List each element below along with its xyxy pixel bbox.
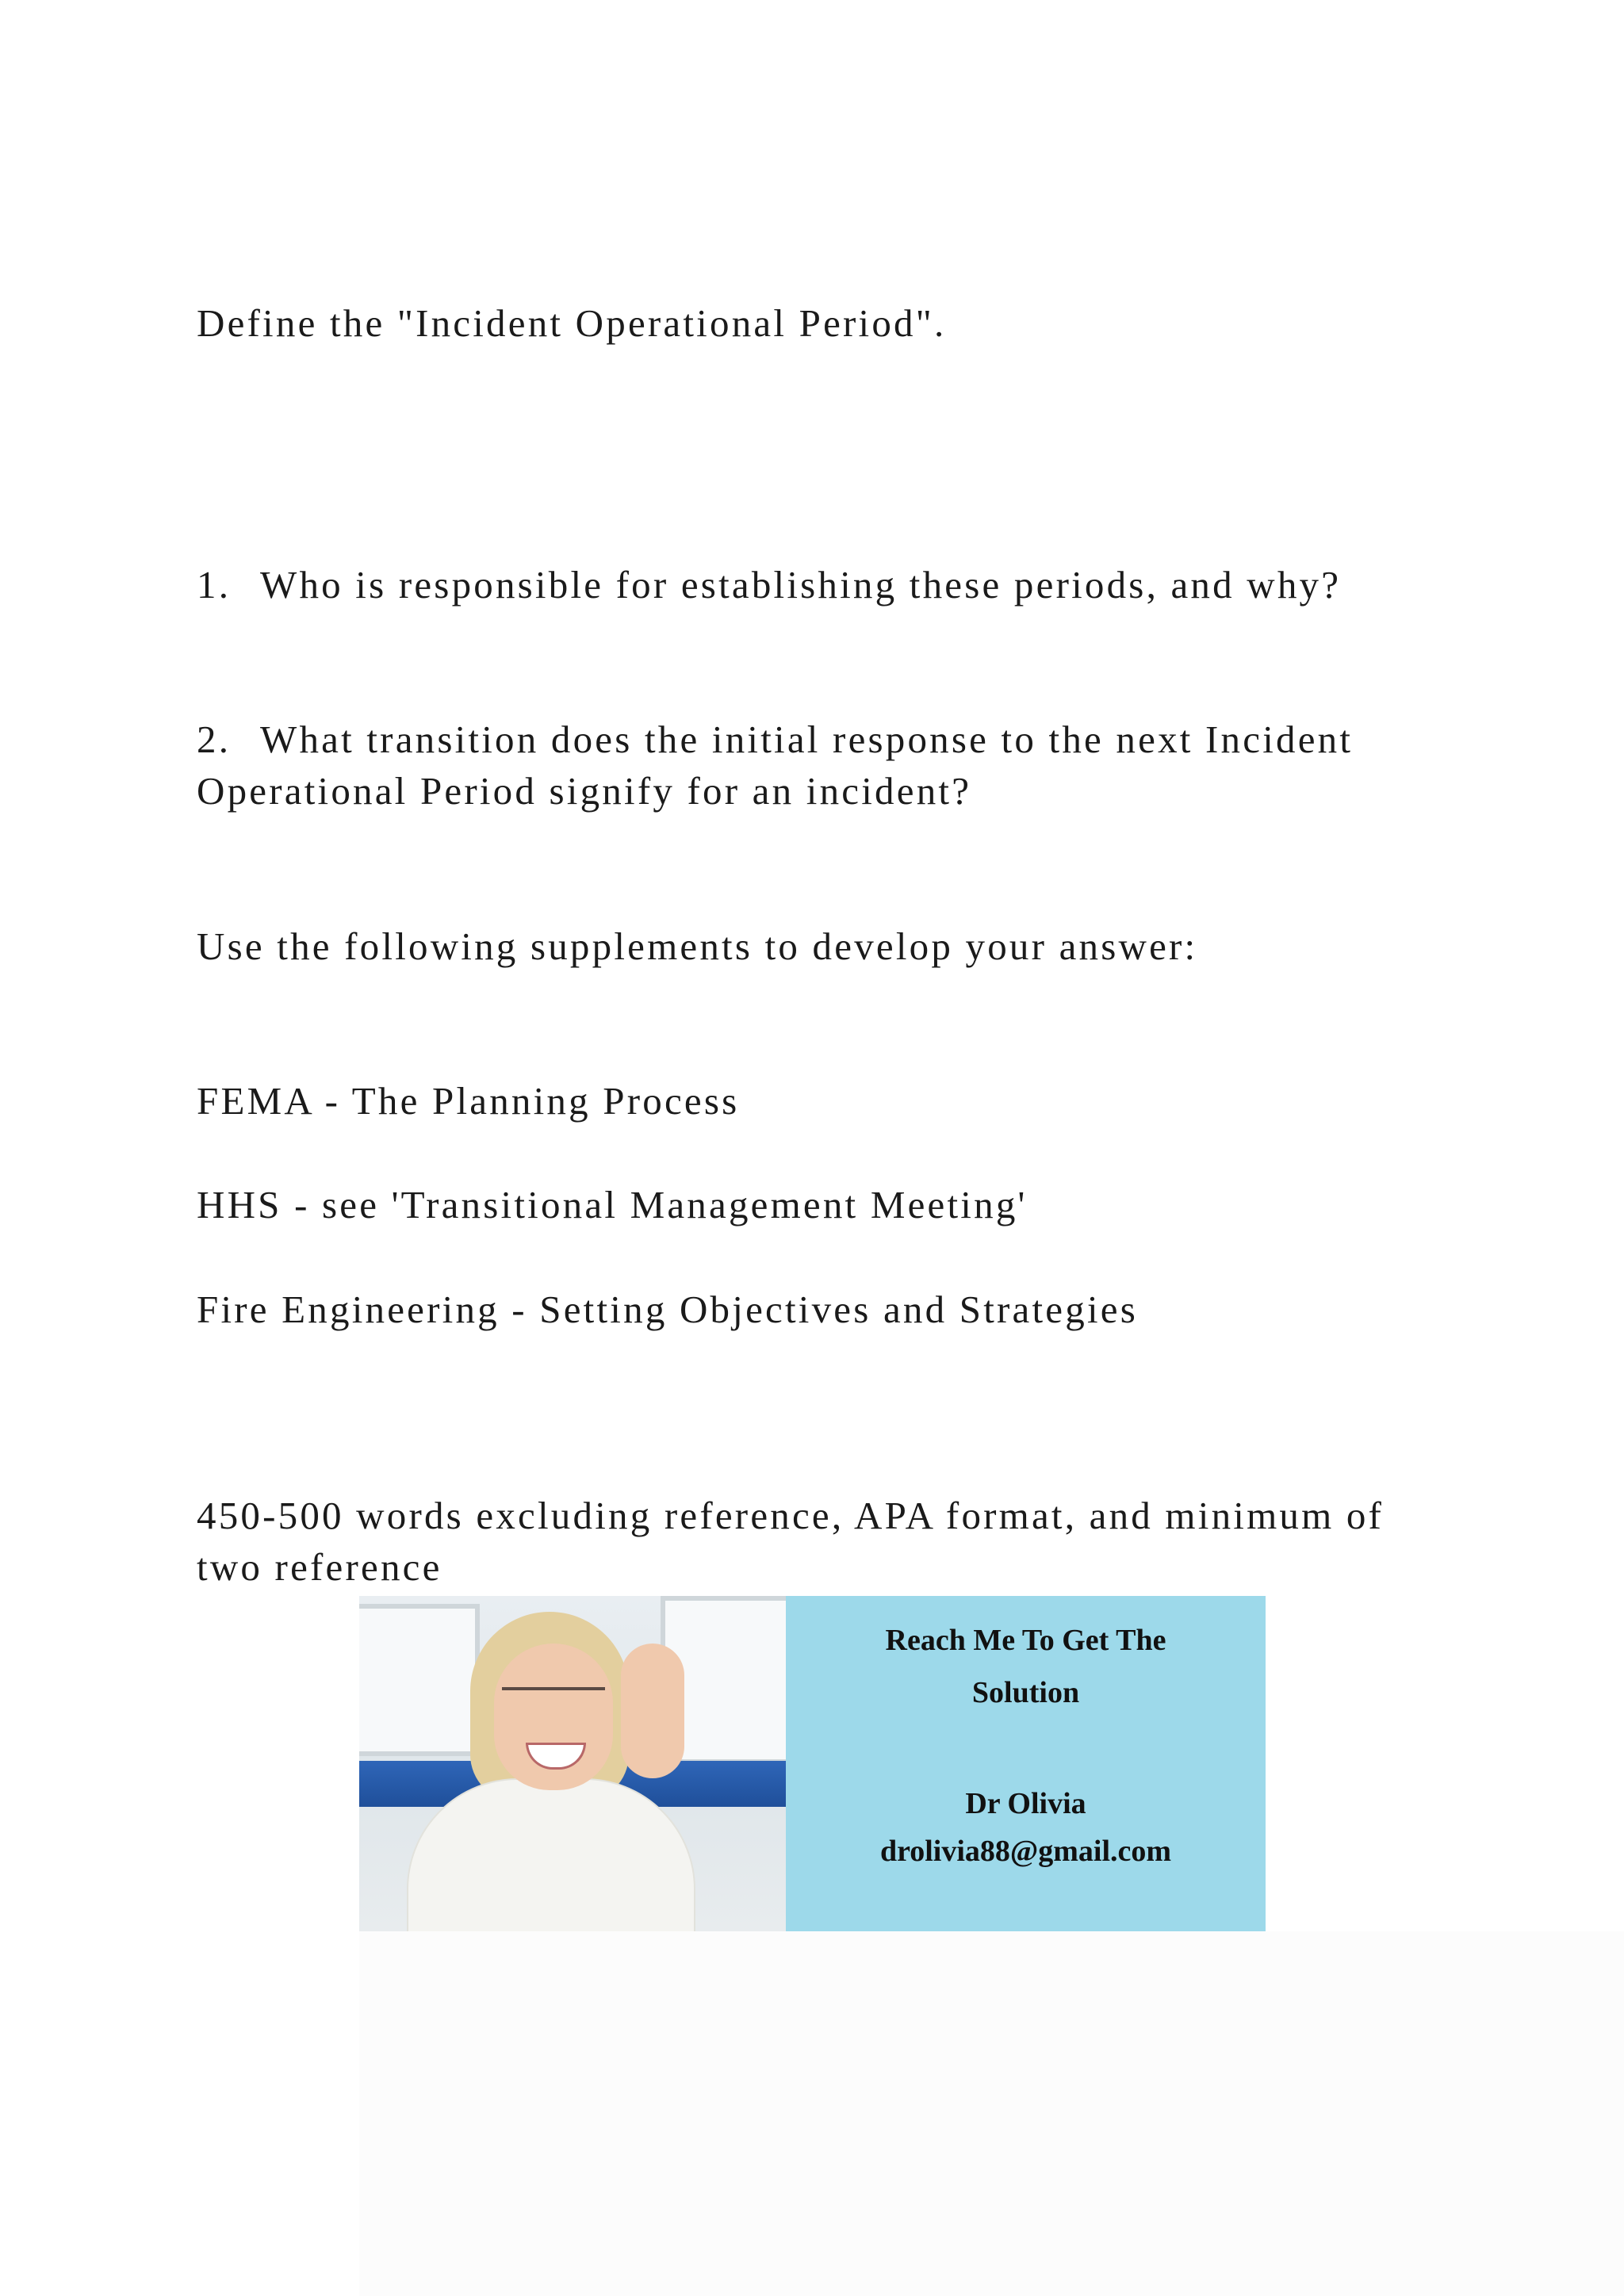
supplement-item: Fire Engineering - Setting Objectives and Strategies [197, 1288, 1138, 1331]
supplement-item: FEMA - The Planning Process [197, 1079, 740, 1123]
question-2-number: 2. [197, 718, 232, 761]
window-pane [359, 1604, 480, 1756]
question-1-text: Who is responsible for establishing these periods, and why? [260, 563, 1342, 607]
blank-region [359, 1931, 1624, 2296]
contact-name: Dr Olivia [965, 1787, 1086, 1820]
woman-photo [359, 1596, 786, 1931]
card-heading-line1: Reach Me To Get The [885, 1624, 1166, 1657]
supplement-item: HHS - see 'Transitional Management Meeting' [197, 1183, 1028, 1226]
question-2-text: What transition does the initial response to the next Incident Operational Period signify for an incident? [197, 718, 1354, 813]
contact-card [786, 1596, 1266, 1931]
requirements-text: 450-500 words excluding reference, APA format, and minimum of two reference [197, 1494, 1385, 1589]
question-2 [197, 714, 1434, 817]
card-heading-line2: Solution [971, 1676, 1080, 1709]
question-1 [197, 559, 1434, 610]
question-1-number: 1. [197, 563, 232, 607]
blouse-shape [407, 1778, 695, 1931]
contact-banner [359, 1596, 1266, 1931]
contact-email[interactable]: drolivia88@gmail.com [879, 1835, 1172, 1868]
hand-shape [621, 1644, 684, 1778]
prompt-text: Define the "Incident Operational Period". [197, 301, 947, 345]
glasses-icon [502, 1687, 605, 1714]
supplements-intro: Use the following supplements to develop your answer: [197, 924, 1198, 968]
